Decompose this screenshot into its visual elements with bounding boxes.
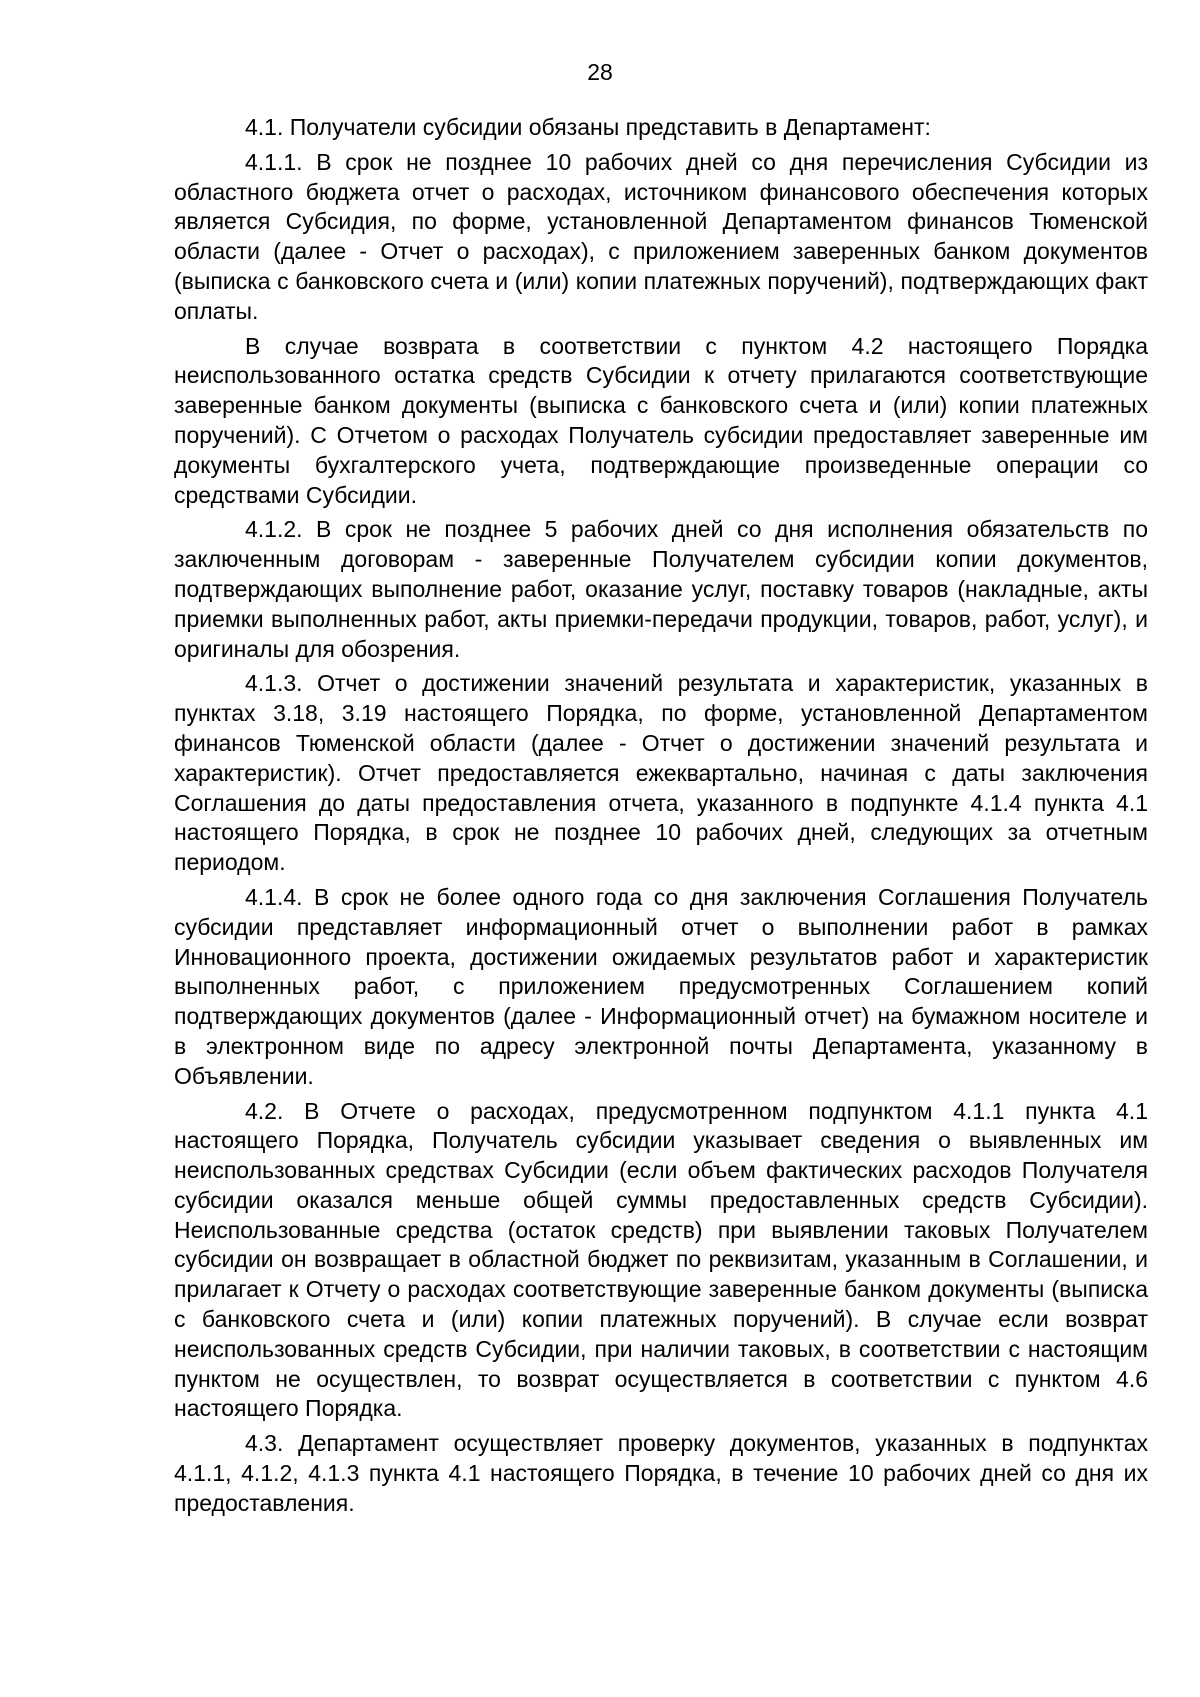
paragraph-4-1-1: 4.1.1. В срок не позднее 10 рабочих дней со дня перечисления Субсидии из областного бюджета отчет о расходах, источником финансового обеспечения которых является Субсидия, по форме, установленной Департаментом финансов Тюменской области (далее - Отчет о расходах), с приложением заверенных банком документов (выписка с банковского счета и (или) копии платежных поручений), подтверждающих факт оплаты.: [174, 148, 1148, 324]
paragraph-4-3: 4.3. Департамент осуществляет проверку документов, указанных в подпунктах 4.1.1, 4.1.2, 4.1.3 пункта 4.1 настоящего Порядка, в течение 10 рабочих дней со дня их предоставления.: [174, 1430, 1148, 1516]
document-body: [174, 113, 1148, 1524]
paragraph-4-1-2: 4.1.2. В срок не позднее 5 рабочих дней со дня исполнения обязательств по заключенным договорам - заверенные Получателем субсидии копии документов, подтверждающих выполнение работ, оказание услуг, поставку товаров (накладные, акты приемки выполненных работ, акты приемки-передачи продукции, товаров, работ, услуг), и оригиналы для обозрения.: [174, 516, 1148, 662]
page-number: 28: [587, 59, 613, 85]
paragraph-refund-case: В случае возврата в соответствии с пунктом 4.2 настоящего Порядка неиспользованного остатка средств Субсидии к отчету прилагаются соответствующие заверенные банком документы (выписка с банковского счета и (или) копии платежных поручений). С Отчетом о расходах Получатель субсидии предоставляет заверенные им документы бухгалтерского учета, подтверждающие произведенные операции со средствами Субсидии.: [174, 332, 1148, 508]
paragraph-4-1: 4.1. Получатели субсидии обязаны представить в Департамент:: [245, 114, 931, 140]
paragraph-4-2: 4.2. В Отчете о расходах, предусмотренном подпунктом 4.1.1 пункта 4.1 настоящего Порядка, Получатель субсидии указывает сведения о выявленных им неиспользованных средствах Субсидии (если объем фактических расходов Получателя субсидии оказался меньше общей суммы предоставленных средств Субсидии). Неиспользованные средства (остаток средств) при выявлении таковых Получателем субсидии он возвращает в областной бюджет по реквизитам, указанным в Соглашении, и прилагает к Отчету о расходах соответствующие заверенные банком документы (выписка с банковского счета и (или) копии платежных поручений). В случае если возврат неиспользованных средств Субсидии, при наличии таковых, в соответствии с настоящим пунктом не осуществлен, то возврат осуществляется в соответствии с пунктом 4.6 настоящего Порядка.: [174, 1097, 1148, 1422]
paragraph-4-1-4: 4.1.4. В срок не более одного года со дня заключения Соглашения Получатель субсидии представляет информационный отчет о выполнении работ в рамках Инновационного проекта, достижении ожидаемых результатов работ и характеристик выполненных работ, с приложением предусмотренных Соглашением копий подтверждающих документов (далее - Информационный отчет) на бумажном носителе и в электронном виде по адресу электронной почты Департамента, указанному в Объявлении.: [174, 883, 1148, 1089]
paragraph-4-1-3: 4.1.3. Отчет о достижении значений результата и характеристик, указанных в пунктах 3.18, 3.19 настоящего Порядка, по форме, установленной Департаментом финансов Тюменской области (далее - Отчет о достижении значений результата и характеристик). Отчет предоставляется ежеквартально, начиная с даты заключения Соглашения до даты предоставления отчета, указанного в подпункте 4.1.4 пункта 4.1 настоящего Порядка, в срок не позднее 10 рабочих дней, следующих за отчетным периодом.: [174, 670, 1148, 876]
